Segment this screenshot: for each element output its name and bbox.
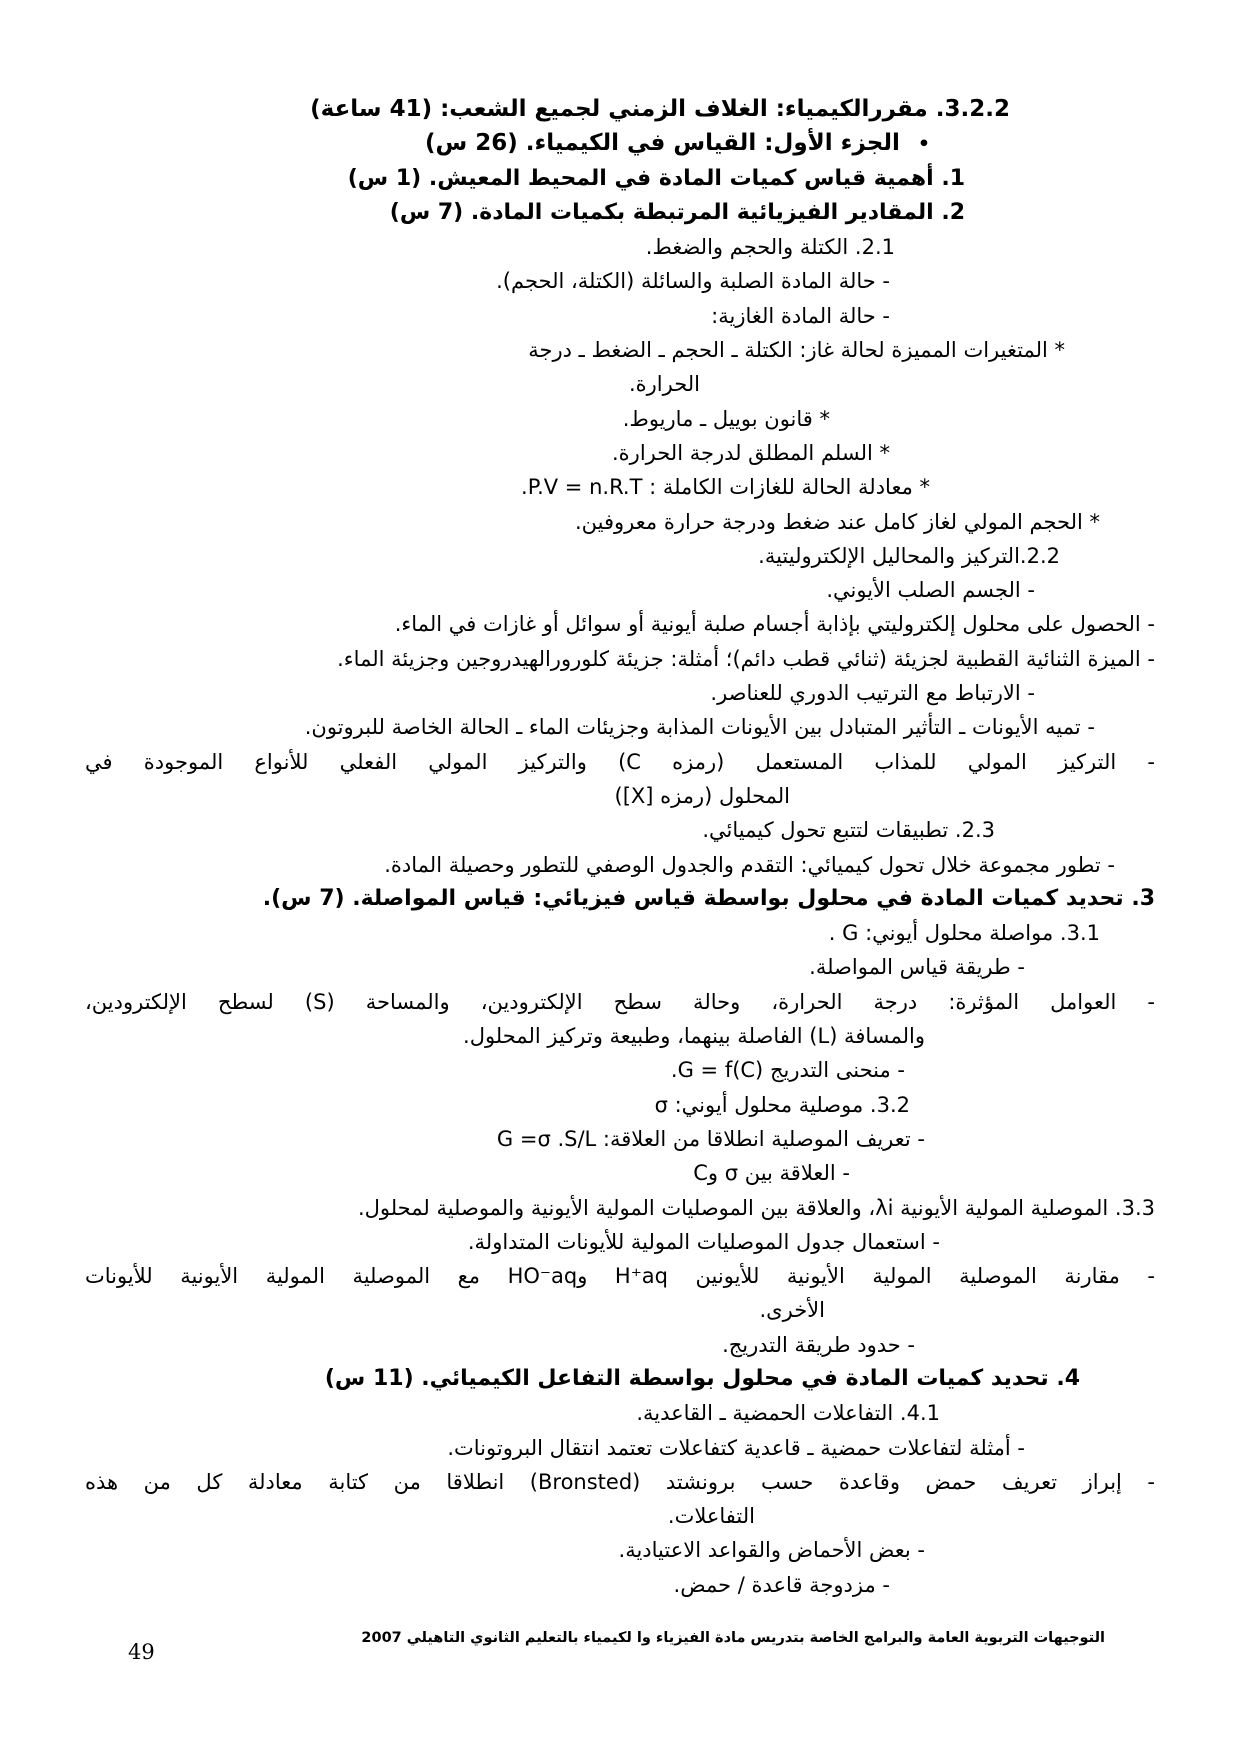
doc-line: - منحنى التدريج G = f(C). [670, 1058, 905, 1083]
doc-line: - إبراز تعريف حمض وقاعدة حسب برونشتد (Bronsted) انطلاقا من كتابة معادلة كل من هذه [85, 1469, 1155, 1494]
doc-line-conductivity-equation: - تعريف الموصلية انطلاقا من العلاقة: G =σ .S/L [496, 1126, 925, 1151]
item3-3-heading: 3.3. الموصلية المولية الأيونية λi، والعلاقة بين الموصليات المولية الأيونية والموصلية لمحلول. [357, 1195, 1155, 1220]
doc-line: - الارتباط مع الترتيب الدوري للعناصر. [710, 681, 1035, 706]
item3-1-heading: 3.1. مواصلة محلول أيوني: G . [828, 921, 1100, 946]
item3-2-heading: 3.2. موصلية محلول أيوني: σ [654, 1092, 910, 1117]
doc-line: - مقارنة الموصلية المولية الأيونية للأيونين H⁺aq وHO⁻aq مع الموصلية المولية الأيونية للأيونات [85, 1264, 1155, 1289]
chem-course-heading: 3.2.2. مقررالكيمياء: الغلاف الزمني لجميع الشعب: (41 ساعة) [310, 96, 1010, 122]
item1-heading: 1. أهمية قياس كميات المادة في المحيط المعيش. (1 س) [347, 165, 965, 191]
doc-line: - حالة المادة الغازية: [711, 303, 890, 328]
doc-line: الحرارة. [628, 372, 700, 397]
doc-line: - التركيز المولي للمذاب المستعمل (رمزه C) والتركيز المولي الفعلي للأنواع الموجودة في [85, 749, 1155, 774]
doc-line: * المتغيرات المميزة لحالة غاز: الكتلة ـ الحجم ـ الضغط ـ درجة [528, 338, 1065, 363]
item3-heading: 3. تحديد كميات المادة في محلول بواسطة قياس فيزيائي: قياس المواصلة. (7 س). [262, 885, 1155, 911]
doc-line: الأخرى. [759, 1298, 825, 1323]
doc-line: - طريقة قياس المواصلة. [809, 955, 1025, 980]
doc-line: - أمثلة لتفاعلات حمضية ـ قاعدية كتفاعلات تعتمد انتقال البروتونات. [447, 1435, 1025, 1460]
item4-1-heading: 4.1. التفاعلات الحمضية ـ القاعدية. [636, 1401, 940, 1426]
item2-2-heading: 2.2.التركيز والمحاليل الإلكتروليتية. [758, 543, 1060, 568]
doc-line: والمسافة (L) الفاصلة بينهما، وطبيعة وتركيز المحلول. [463, 1024, 925, 1049]
doc-line: - الحصول على محلول إلكتروليتي بإذابة أجسام صلبة أيونية أو سوائل أو غازات في الماء. [394, 612, 1155, 637]
doc-line: * السلم المطلق لدرجة الحرارة. [612, 440, 890, 465]
doc-line: - بعض الأحماض والقواعد الاعتيادية. [618, 1538, 925, 1563]
doc-line: المحلول (رمزه [X]) [614, 783, 790, 808]
doc-line: - استعمال جدول الموصليات المولية للأيونات المتداولة. [467, 1229, 940, 1254]
page-number: 49 [128, 1640, 155, 1664]
doc-line: التفاعلات. [667, 1504, 755, 1529]
footer-text: التوجيهات التربوية العامة والبرامج الخاصة بتدريس مادة الفيزياء وا لكيمياء بالتعليم الثانوي التاهيلي 2007 [361, 1630, 1105, 1646]
doc-line: - حالة المادة الصلبة والسائلة (الكتلة، الحجم). [496, 269, 890, 294]
doc-line: * قانون بوييل ـ ماريوط. [622, 406, 830, 431]
doc-line: - الميزة الثنائية القطبية لجزيئة (ثنائي قطب دائم)؛ أمثلة: جزيئة كلورورالهيدروجين وجزيئة الماء. [337, 646, 1155, 671]
document-body [85, 92, 1155, 1602]
doc-line: - العلاقة بين σ وC [693, 1161, 850, 1186]
doc-line-gas-equation: * معادلة الحالة للغازات الكاملة : P.V = n.R.T. [521, 475, 930, 500]
item2-heading: 2. المقادير الفيزيائية المرتبطة بكميات المادة. (7 س) [389, 199, 965, 225]
bullet-icon: • [917, 133, 930, 156]
doc-line: 2.1. الكتلة والحجم والضغط. [645, 235, 895, 260]
item2-3-heading: 2.3. تطبيقات لتتبع تحول كيميائي. [702, 818, 995, 843]
doc-line: * الحجم المولي لغاز كامل عند ضغط ودرجة حرارة معروفين. [575, 509, 1100, 534]
doc-line: - مزدوجة قاعدة / حمض. [673, 1572, 890, 1597]
doc-line: - العوامل المؤثرة: درجة الحرارة، وحالة سطح الإلكترودين، والمساحة (S) لسطح الإلكترودين، [85, 989, 1156, 1014]
doc-line: - الجسم الصلب الأيوني. [826, 578, 1035, 603]
part1-heading [85, 126, 930, 161]
doc-line: - تميه الأيونات ـ التأثير المتبادل بين الأيونات المذابة وجزيئات الماء ـ الحالة الخاصة للبروتون. [304, 715, 1095, 740]
item4-heading: 4. تحديد كميات المادة في محلول بواسطة التفاعل الكيميائي. (11 س) [324, 1365, 1080, 1391]
part1-heading-text: الجزء الأول: القياس في الكيمياء. (26 س) [425, 130, 900, 157]
doc-line: - حدود طريقة التدريج. [722, 1332, 915, 1357]
doc-line: - تطور مجموعة خلال تحول كيميائي: التقدم والجدول الوصفي للتطور وحصيلة المادة. [384, 852, 1115, 877]
